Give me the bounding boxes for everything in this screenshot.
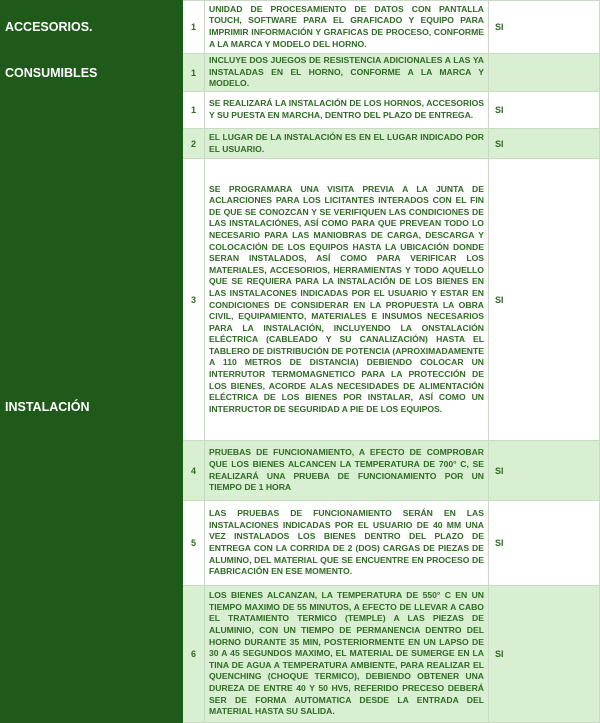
category-consumibles: CONSUMIBLES xyxy=(1,54,183,92)
item-description: PRUEBAS DE FUNCIONAMIENTO, A EFECTO DE COMPROBAR QUE LOS BIENES ALCANCEN LA TEMPERATURA DE 700° C, SE REALIZARÁ UNA PRUEBA DE FUNCIONAMIENTO POR UN TIEMPO DE 1 HORA xyxy=(205,441,489,501)
item-number: 1 xyxy=(183,1,205,54)
table-row xyxy=(1,92,600,129)
item-description: LOS BIENES ALCANZAN, LA TEMPERATURA DE 550° C EN UN TIEMPO MAXIMO DE 55 MINUTOS, A EFECTO DE LLEVAR A CABO EL TRATAMIENTO TERMICO (TEMPLE) A LAS PIEZAS DE ALUMINIO, CON UN TIEMPO DE PERMANENCIA DENTRO DEL HORNO DURANTE 35 MIN, POSTERIORMENTE EN UN LAPSO DE 30 A 45 SEGUNDOS MAXIMO, EL MATERIAL DE SUMERGE EN LA TINA DE AGUA A TEMPERATURA AMBIENTE, PARA REALIZAR EL QUENCHING (CHOQUE TERMICO), DEBIENDO OBTENER UNA DUREZA DE ENTRE 40 Y 50 HV5, REFERIDO PRECESO DEBERÁ SER DE FORMA AUTOMATICA DESDE LA ENTRADA DEL MATERIAL HASTA SU SALIDA. xyxy=(205,586,489,723)
item-value xyxy=(489,54,600,92)
table-row xyxy=(1,54,600,92)
table-row xyxy=(1,1,600,54)
category-instalacion: INSTALACIÓN xyxy=(1,92,183,723)
item-description: SE PROGRAMARA UNA VISITA PREVIA A LA JUNTA DE ACLARCIONES PARA LOS LICITANTES INTERADOS CON EL FIN DE QUE SE CONOZCAN Y SE VERIFIQUEN LAS CONDICIONES DE LAS INSTALACIÓNES, ASÍ COMO PARA QUE PREVEAN TODO LO NECESARIO PARA LAS MANIOBRAS DE CARGA, DESCARGA Y COLOCACIÓN DE LOS EQUIPOS HASTA LA UBICACIÓN DONDE SERAN INSTALADOS, ASÍ COMO PARA VERIFICAR LOS MATERIALES, ACCESORIOS, HERRAMIENTAS Y TODO AQUELLO QUE SE REQUIERA PARA LA INSTALACIÓN DE LOS BIENES EN LAS INSTALACONES INDICADAS POR EL USUARIO Y ESTAR EN CONDICIONES DE CONSIDERAR EN LA PROPUESTA LA OBRA CIVIL, EQUIPAMIENTO, MATERIALES E INSUMOS NECESARIOS PARA LA INSTALACIÓN, INCLUYENDO LA ONSTALACIÓN ELÉCTRICA (CABLEADO Y SU CANALIZACIÓN) HASTA EL TABLERO DE DISTRIBUCIÓN DE POTENCIA (APROXIMADAMENTE A 110 METROS DE DISTANCIA) DEBIENDO COLOCAR UN INTERRUTOR TERMOMAGNETICO PARA LA PROTECCIÓN DE LOS BIENES, ACORDE ALAS NECESIDADES DE ALIMENTACIÓN ELÉCTRICA DE LOS BIENES POR INSTALAR, ASÍ COMO UN INTERRUCTOR DE SEGURIDAD A PIE DE LOS EQUIPOS. xyxy=(205,159,489,441)
category-accesorios: ACCESORIOS. xyxy=(1,1,183,54)
item-value: SI xyxy=(489,441,600,501)
item-value: SI xyxy=(489,129,600,159)
item-number: 2 xyxy=(183,129,205,159)
item-number: 3 xyxy=(183,159,205,441)
item-description: UNIDAD DE PROCESAMIENTO DE DATOS CON PANTALLA TOUCH, SOFTWARE PARA EL GRAFICADO Y EQUIPO PARA IMPRIMIR INFORMACIÓN Y GRAFICAS DE PROCESO, CONFORME A LA MARCA Y MODELO DEL HORNO. xyxy=(205,1,489,54)
item-value: SI xyxy=(489,159,600,441)
item-value: SI xyxy=(489,1,600,54)
item-value: SI xyxy=(489,501,600,586)
item-number: 1 xyxy=(183,54,205,92)
item-value: SI xyxy=(489,92,600,129)
item-description: EL LUGAR DE LA INSTALACIÓN ES EN EL LUGAR INDICADO POR EL USUARIO. xyxy=(205,129,489,159)
item-number: 5 xyxy=(183,501,205,586)
item-description: LAS PRUEBAS DE FUNCIONAMIENTO SERÁN EN LAS INSTALACIONES INDICADAS POR EL USUARIO DE 40 MM UNA VEZ INSTALADOS LOS BIENES DENTRO DEL PLAZO DE ENTREGA CON LA CORRIDA DE 2 (DOS) CARGAS DE PIEZAS DE ALUMINO, DEL MATERIAL QUE SE ENCUENTRE EN PROCESO DE FABRICACIÓN EN ESE MOMENTO. xyxy=(205,501,489,586)
item-value: SI xyxy=(489,586,600,723)
item-number: 6 xyxy=(183,586,205,723)
item-number: 4 xyxy=(183,441,205,501)
item-description: SE REALIZARÁ LA INSTALACIÓN DE LOS HORNOS, ACCESORIOS Y SU PUESTA EN MARCHA, DENTRO DEL PLAZO DE ENTREGA. xyxy=(205,92,489,129)
item-number: 1 xyxy=(183,92,205,129)
item-description: INCLUYE DOS JUEGOS DE RESISTENCIA ADICIONALES A LAS YA INSTALADAS EN EL HORNO, CONFORME A LA MARCA Y MODELO. xyxy=(205,54,489,92)
